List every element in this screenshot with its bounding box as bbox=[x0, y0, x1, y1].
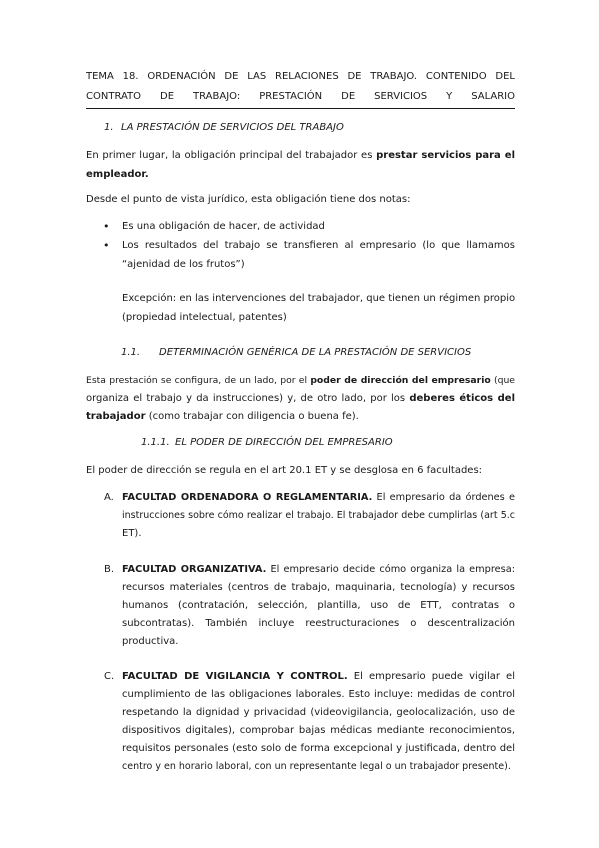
document-title-line-1: TEMA 18. ORDENACIÓN DE LAS RELACIONES DE TRABAJO. CONTENIDO DEL bbox=[86, 71, 515, 82]
item-c-marker: C. bbox=[104, 671, 115, 682]
item-c-line-3: respetando la dignidad y privacidad (videovigilancia, geolocalización, uso de bbox=[122, 707, 515, 718]
header-divider bbox=[86, 108, 515, 109]
paragraph-3-line-2: organiza el trabajo y da instrucciones) y, de otro lado, por los deberes éticos del bbox=[86, 393, 516, 404]
bullet-1-text: Es una obligación de hacer, de actividad bbox=[122, 221, 325, 232]
item-a-line-3: ET). bbox=[122, 528, 142, 539]
section-1-title: LA PRESTACIÓN DE SERVICIOS DEL TRABAJO bbox=[121, 122, 344, 133]
bullet-icon: • bbox=[103, 239, 110, 252]
item-a-line-2: instrucciones sobre cómo realizar el trabajo. El trabajador debe cumplirlas (art 5.c bbox=[122, 510, 515, 521]
item-c-line-6: centro y en horario laboral, con un representante legal o un trabajador presente). bbox=[122, 761, 511, 772]
section-1-1-1-title: EL PODER DE DIRECCIÓN DEL EMPRESARIO bbox=[175, 437, 393, 448]
item-b-line-1: FACULTAD ORGANIZATIVA. El empresario decide cómo organiza la empresa: bbox=[122, 564, 515, 575]
section-1-1-1-number: 1.1.1. bbox=[141, 437, 170, 448]
item-b-line-5: productiva. bbox=[122, 636, 179, 647]
bullet-2-line-2: “ajenidad de los frutos”) bbox=[122, 259, 245, 270]
item-b-line-2: recursos materiales (centros de trabajo, maquinaria, tecnología) y recursos bbox=[122, 582, 515, 593]
item-c-line-4: dispositivos digitales), comprobar bajas médicas mediante reconocimientos, bbox=[122, 725, 515, 736]
item-a-line-1: FACULTAD ORDENADORA O REGLAMENTARIA. El empresario da órdenes e bbox=[122, 492, 515, 503]
item-c-line-2: cumplimiento de las obligaciones laborales. Esto incluye: medidas de control bbox=[122, 689, 515, 700]
item-c-line-1: FACULTAD DE VIGILANCIA Y CONTROL. El empresario puede vigilar el bbox=[122, 671, 515, 682]
item-b-marker: B. bbox=[104, 564, 115, 575]
paragraph-1-line-1: En primer lugar, la obligación principal del trabajador es prestar servicios para el bbox=[86, 150, 515, 161]
item-b-line-4: subcontratas). También incluye reestructuraciones o descentralización bbox=[122, 618, 515, 629]
paragraph-4: El poder de dirección se regula en el art 20.1 ET y se desglosa en 6 facultades: bbox=[86, 465, 483, 476]
paragraph-1-line-2: empleador. bbox=[86, 169, 149, 180]
paragraph-3-line-1: Esta prestación se configura, de un lado, por el poder de dirección del empresario (que bbox=[86, 375, 515, 386]
item-b-line-3: humanos (contratación, selección, plantilla, uso de ETT, contratas o bbox=[122, 600, 515, 611]
section-1-1-title: DETERMINACIÓN GENÉRICA DE LA PRESTACIÓN DE SERVICIOS bbox=[159, 347, 472, 358]
paragraph-2: Desde el punto de vista jurídico, esta obligación tiene dos notas: bbox=[86, 194, 411, 205]
paragraph-3-line-3: trabajador (como trabajar con diligencia o buena fe). bbox=[86, 411, 359, 422]
section-1-1-number: 1.1. bbox=[121, 347, 141, 358]
document-title-line-2: CONTRATO DE TRABAJO: PRESTACIÓN DE SERVICIOS Y SALARIO bbox=[86, 91, 515, 102]
bullet-icon: • bbox=[103, 220, 110, 233]
item-c-line-5: requisitos personales (esto solo de forma excepcional y justificada, dentro del bbox=[122, 743, 515, 754]
section-1-number: 1. bbox=[104, 122, 114, 133]
item-a-marker: A. bbox=[104, 492, 114, 503]
bullet-2-line-1: Los resultados del trabajo se transfieren al empresario (lo que llamamos bbox=[122, 240, 515, 251]
exception-line-2: (propiedad intelectual, patentes) bbox=[122, 312, 287, 323]
exception-line-1: Excepción: en las intervenciones del trabajador, que tienen un régimen propio bbox=[122, 293, 516, 304]
